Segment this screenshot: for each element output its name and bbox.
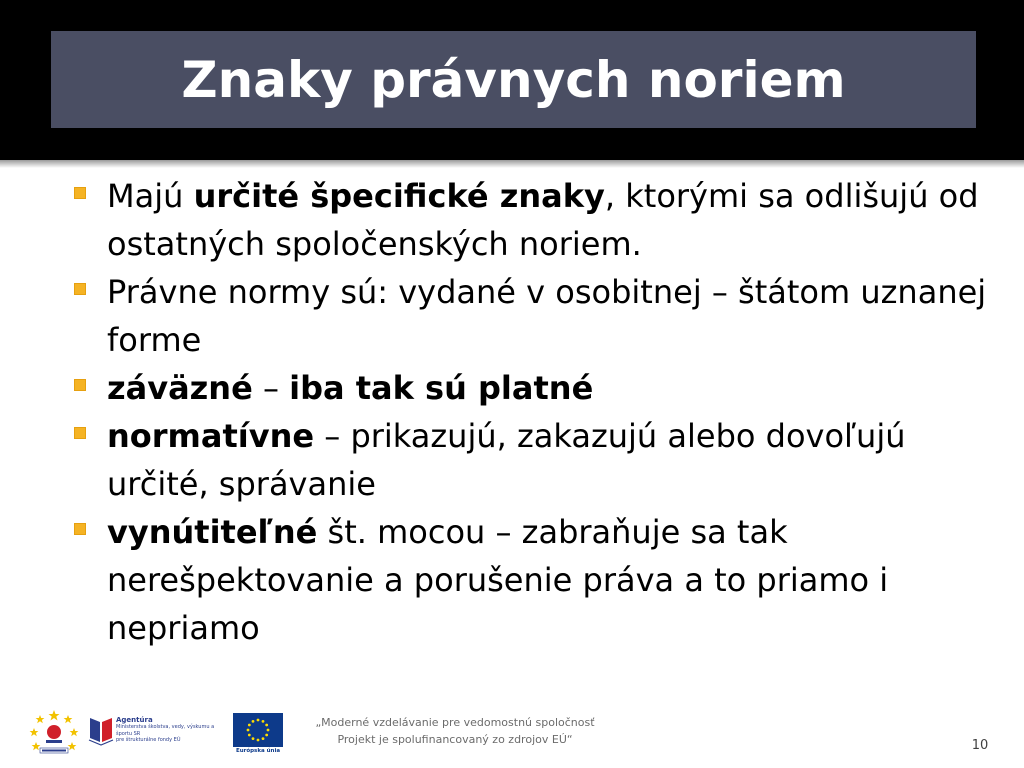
project-line-2: Projekt je spolufinancovaný zo zdrojov EÚ“ <box>337 733 573 746</box>
bullet-marker-icon <box>74 523 86 535</box>
bullet-text-bold: určité špecifické znaky <box>193 177 605 215</box>
bullet-item <box>72 172 992 268</box>
program-logo-icon <box>28 708 80 760</box>
book-icon <box>88 716 114 746</box>
agency-text <box>116 716 228 744</box>
bullet-text: št. mocou – zabraňuje sa tak nerešpektovanie a porušenie práva a to priamo i nepriamo <box>107 513 889 647</box>
project-line-1: „Moderné vzdelávanie pre vedomostnú spoločnosť <box>315 716 595 729</box>
bullet-item <box>72 508 992 652</box>
eu-star-icon <box>252 720 255 723</box>
bullet-list <box>72 172 992 652</box>
header-divider <box>0 160 1024 168</box>
agency-name: Agentúra <box>116 716 153 724</box>
bullet-text: Právne normy sú: vydané v osobitnej – štátom uznanej forme <box>107 273 987 359</box>
bullet-text-bold: normatívne <box>107 417 315 455</box>
bullet-marker-icon <box>74 283 86 295</box>
bullet-text-bold: iba tak sú platné <box>289 369 594 407</box>
eu-star-icon <box>262 720 265 723</box>
bullet-item <box>72 412 992 508</box>
eu-star-icon <box>265 724 268 727</box>
slide-title: Znaky právnych noriem <box>181 50 846 109</box>
bullet-text-bold: vynútiteľné <box>107 513 318 551</box>
bullet-text: – <box>252 369 290 407</box>
title-box <box>51 31 976 128</box>
bullet-text: , ktorými sa odlišujú od ostatných spoločenských noriem. <box>107 177 979 263</box>
bullet-item <box>72 268 992 364</box>
eu-star-icon <box>252 737 255 740</box>
agency-line-1: Ministerstva školstva, vedy, výskumu a športu SR <box>116 724 215 737</box>
eu-label: Európska únia <box>235 748 281 754</box>
agency-logo <box>88 714 228 754</box>
eu-star-icon <box>265 734 268 737</box>
eu-star-icon <box>257 739 260 742</box>
eu-star-icon <box>267 729 270 732</box>
eu-star-icon <box>248 734 251 737</box>
eu-star-icon <box>257 719 260 722</box>
bullet-text-bold: záväzné <box>107 369 253 407</box>
bullet-text: Majú <box>107 177 194 215</box>
bullet-marker-icon <box>74 187 86 199</box>
bullet-text: – prikazujú, zakazujú alebo dovoľujú určité, správanie <box>107 417 906 503</box>
bullet-marker-icon <box>74 427 86 439</box>
agency-line-2: pre štrukturálne fondy EÚ <box>116 737 181 743</box>
project-text <box>300 714 610 748</box>
eu-star-icon <box>248 724 251 727</box>
bullet-marker-icon <box>74 379 86 391</box>
eu-flag-icon <box>233 713 283 747</box>
eu-star-icon <box>247 729 250 732</box>
header-band <box>0 0 1024 160</box>
footer <box>0 700 1024 768</box>
eu-star-icon <box>262 737 265 740</box>
bullet-item <box>72 364 992 412</box>
page-number: 10 <box>971 738 989 753</box>
